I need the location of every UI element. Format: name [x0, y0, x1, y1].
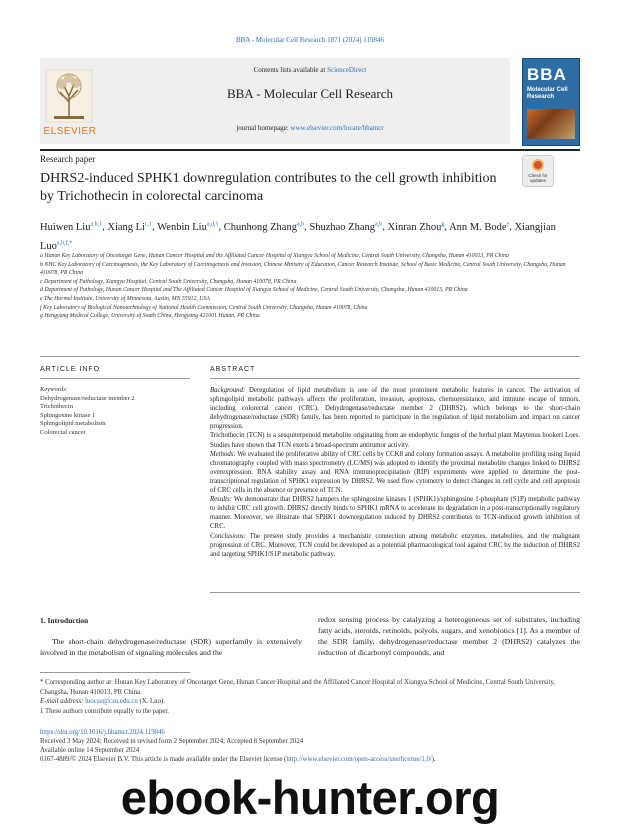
author-list: Huiwen Liu$^{a,b,1}$, Xiang Li$^{c,1}$, Wenbin Liu$^{a,d,1}$, Chunhong Zhang$^{a,b}$, Shuzhao Zhang$^{a,b}$, Xinran Zhou$^g$, Ann M. Bode$^e$, Xiangjian Luo$^{a,b,f,*}$ — [40, 221, 556, 252]
homepage-link[interactable]: www.elsevier.com/locate/bbamcr — [290, 124, 384, 132]
email-note: E-mail address: luocsu@csu.edu.cn (X. Luo). — [40, 698, 165, 705]
contents-line — [110, 66, 510, 74]
received-dates: Received 3 May 2024; Received in revised form 2 September 2024; Accepted 8 September 2024 — [40, 738, 304, 745]
abstract-results: Results: We demonstrate that DHRS2 hampers the sphingosine kinases 1 (SPHK1)/sphingosine 1-phosphate (S1P) metabolic pathway to inhibit CRC cell growth. DHRS2 directly binds to SPHK1 mRNA to accelerate its degradation in a post-transcriptionally regulatory manner. Moreover, we illustrate that SPHK1 downregulation induced by DHRS2 contributes to TCN-induced growth inhibition of CRC. — [210, 496, 580, 531]
author[interactable]: Ann M. Bode$^e$ — [449, 221, 510, 233]
abstract-text — [210, 386, 580, 559]
corresponding-author-note: * Corresponding author at: Hunan Key Laboratory of Oncotarget Gene, Hunan Cancer Hospital and the Affiliated Cancer Hospital of Xiangya School of Medicine, Central South University, Changsha, Hunan 410013, PR China. — [40, 679, 555, 696]
keywords-label: Keywords: — [40, 386, 68, 393]
equal-contribution-note: 1 These authors contribute equally to the paper. — [40, 707, 169, 715]
abstract-background: Background: Deregulation of lipid metabolism is one of the most prominent metabolic features in cancer. The activation of sphingolipid metabolic pathways affects the proliferation, invasion, apoptosis, chemoresistance, and immune escape of tumors, including colorectal cancer (CRC). Dehydrogenase/reductase member 2 (DHRS2), which belongs to the short-chain dehydrogenase/reductase (SDR) family, has been reported to participate in the regulation of lipid metabolism and impact on cancer progression. — [210, 387, 580, 431]
author[interactable]: Huiwen Liu$^{a,b,1}$ — [40, 221, 103, 233]
body-column-right: redox sensing process by catalyzing a heterogeneous set of substrates, including fatty acids, steroids, retinoids, polyols, sugars, and xenobiotics [1]. As a member of the SDR family, dehydrogenase/reductase member 2 (DHRS2) catalyzes the reduction of dicarbonyl compounds, and — [318, 615, 580, 657]
article-type: Research paper — [40, 154, 96, 164]
cover-image — [527, 109, 575, 139]
license-link[interactable]: http://www.elsevier.com/open-access/userlicense/1.0/ — [286, 756, 432, 763]
abstract-conclusions: Conclusions: The present study provides a mechanistic connection among metabolic enzymes, metabolites, and the malignant progression of CRC. Moreover, TCN could be developed as a potential pharmacological tool against CRC by the induction of DHRS2 and targeting SPHK1/S1P metabolic pathway. — [210, 532, 580, 558]
divider — [40, 378, 190, 379]
affiliation: e The Hormel Institute, University of Minnesota, Austin, MN 55912, USA — [40, 295, 210, 302]
footnote-divider — [40, 672, 190, 673]
journal-cover[interactable] — [522, 58, 580, 146]
contents-prefix: Contents lists available at — [253, 66, 328, 74]
header-divider — [40, 149, 580, 151]
homepage-prefix: journal homepage: — [236, 124, 291, 132]
body-column-left: The short-chain dehydrogenase/reductase (SDR) superfamily is extensively involved in the metabolism of signaling molecules and the — [40, 637, 302, 657]
author[interactable]: Xiangjian Luo$^{a,b,f,*}$ — [40, 221, 556, 252]
journal-homepage — [110, 124, 510, 132]
abstract-heading: ABSTRACT — [210, 366, 256, 373]
watermark-text: ebook-hunter.org — [120, 771, 500, 824]
abstract-methods: Methods: We evaluated the proliferative ability of CRC cells by CCK8 and colony formation assays. A metabolite profiling using liquid chromatography coupled with mass spectrometry (LC/MS) was adopted to identify the proximal metabolite changes linked to DHRS2 overexpression. RNA stability assay and RNA immunoprecipitation (RIP) experiments were applied to determine the post-transcriptional regulation of SPHK1 expression by DHRS2. We used flow cytometry to detect changes in cell cycle and cell apoptosis of CRC cells in the absence or presence of TCN. — [210, 450, 580, 495]
doi-link[interactable]: https://doi.org/10.1016/j.bbamcr.2024.119846 — [40, 729, 165, 736]
publisher-logo-text: ELSEVIER — [43, 126, 97, 137]
divider — [40, 356, 580, 357]
journal-citation[interactable]: BBA - Molecular Cell Research 1871 (2024) 119846 — [235, 36, 385, 44]
check-updates-icon — [532, 159, 544, 171]
check-updates-label: Check for updates — [528, 173, 548, 183]
section-heading: 1. Introduction — [40, 616, 89, 625]
cover-title: BBA — [527, 65, 567, 84]
license-line: 0167-4889/© 2024 Elsevier B.V. This article is made available under the Elsevier license (http://www.elsevier.com/open-access/userlicense/1.0/). — [40, 756, 436, 763]
email-link[interactable]: luocsu@csu.edu.cn — [85, 698, 138, 705]
author[interactable]: Xiang Li$^{c,1}$ — [107, 221, 153, 233]
affiliation: b NHC Key Laboratory of Carcinogenesis, the Key Laboratory of Carcinogenesis and Invasion, Chinese Ministry of Education, Cancer Research Institute, School of Basic Medicine, Central South University, Changsha, Hunan 410078, PR China — [40, 261, 566, 277]
affiliation: f Key Laboratory of Biological Nanotechnology of National Health Commission, Central South University, Changsha, Hunan 410078, China — [40, 304, 368, 311]
keywords-block — [40, 386, 200, 437]
abstract-background-2: Trichothecin (TCN) is a sesquiterpenoid metabolite originating from an endophytic fungus of the herbal plant Maytenus hookeri Loes. Studies have shown that TCN exerts a broad-spectrum antitumor activity. — [210, 432, 580, 449]
affiliation: a Hunan Key Laboratory of Oncotarget Gene, Hunan Cancer Hospital and the Affiliated Cancer Hospital of Xiangya School of Medicine, Central South University, Changsha, Hunan 410013, PR China — [40, 253, 509, 259]
cover-subtitle: Molecular Cell Research — [527, 87, 568, 100]
affiliation: c Department of Pathology, Xiangya Hospital, Central South University, Changsha, Hunan 410078, PR China — [40, 278, 297, 285]
publication-info — [40, 728, 580, 764]
keyword[interactable]: Colorectal cancer — [40, 428, 86, 436]
keyword[interactable]: Sphingolipid metabolism — [40, 420, 106, 427]
journal-title: BBA - Molecular Cell Research — [226, 86, 394, 101]
footnotes — [40, 678, 580, 716]
divider — [210, 378, 580, 379]
check-for-updates-button[interactable] — [522, 155, 554, 187]
affiliation-list — [40, 252, 580, 321]
keyword[interactable]: Dehydrogenase/reductase member 2 — [40, 394, 135, 402]
affiliation: d Department of Pathology, Hunan Cancer Hospital and The Affiliated Cancer Hospital of Xiangya School of Medicine, Central South University, Changsha, Hunan 410013, PR China — [40, 287, 468, 294]
online-date: Available online 14 September 2024 — [40, 747, 140, 754]
keyword[interactable]: Trichothecin — [40, 403, 73, 410]
author[interactable]: Chunhong Zhang$^{a,b}$ — [223, 221, 305, 233]
author[interactable]: Shuzhao Zhang$^{a,b}$ — [309, 221, 383, 233]
author[interactable]: Wenbin Liu$^{a,d,1}$ — [157, 221, 219, 233]
article-info-heading: ARTICLE INFO — [40, 366, 101, 373]
article-title: DHRS2-induced SPHK1 downregulation contributes to the cell growth inhibition by Trichothecin in colorectal carcinoma — [40, 171, 497, 204]
affiliation: g Hengyang Medical College, University of South China, Hengyang 421001 Hunan, PR China — [40, 313, 260, 320]
divider — [210, 592, 580, 593]
keyword[interactable]: Sphingosine kinase 1 — [40, 411, 96, 419]
author[interactable]: Xinran Zhou$^g$ — [387, 221, 445, 233]
sciencedirect-link[interactable]: ScienceDirect — [327, 66, 367, 74]
